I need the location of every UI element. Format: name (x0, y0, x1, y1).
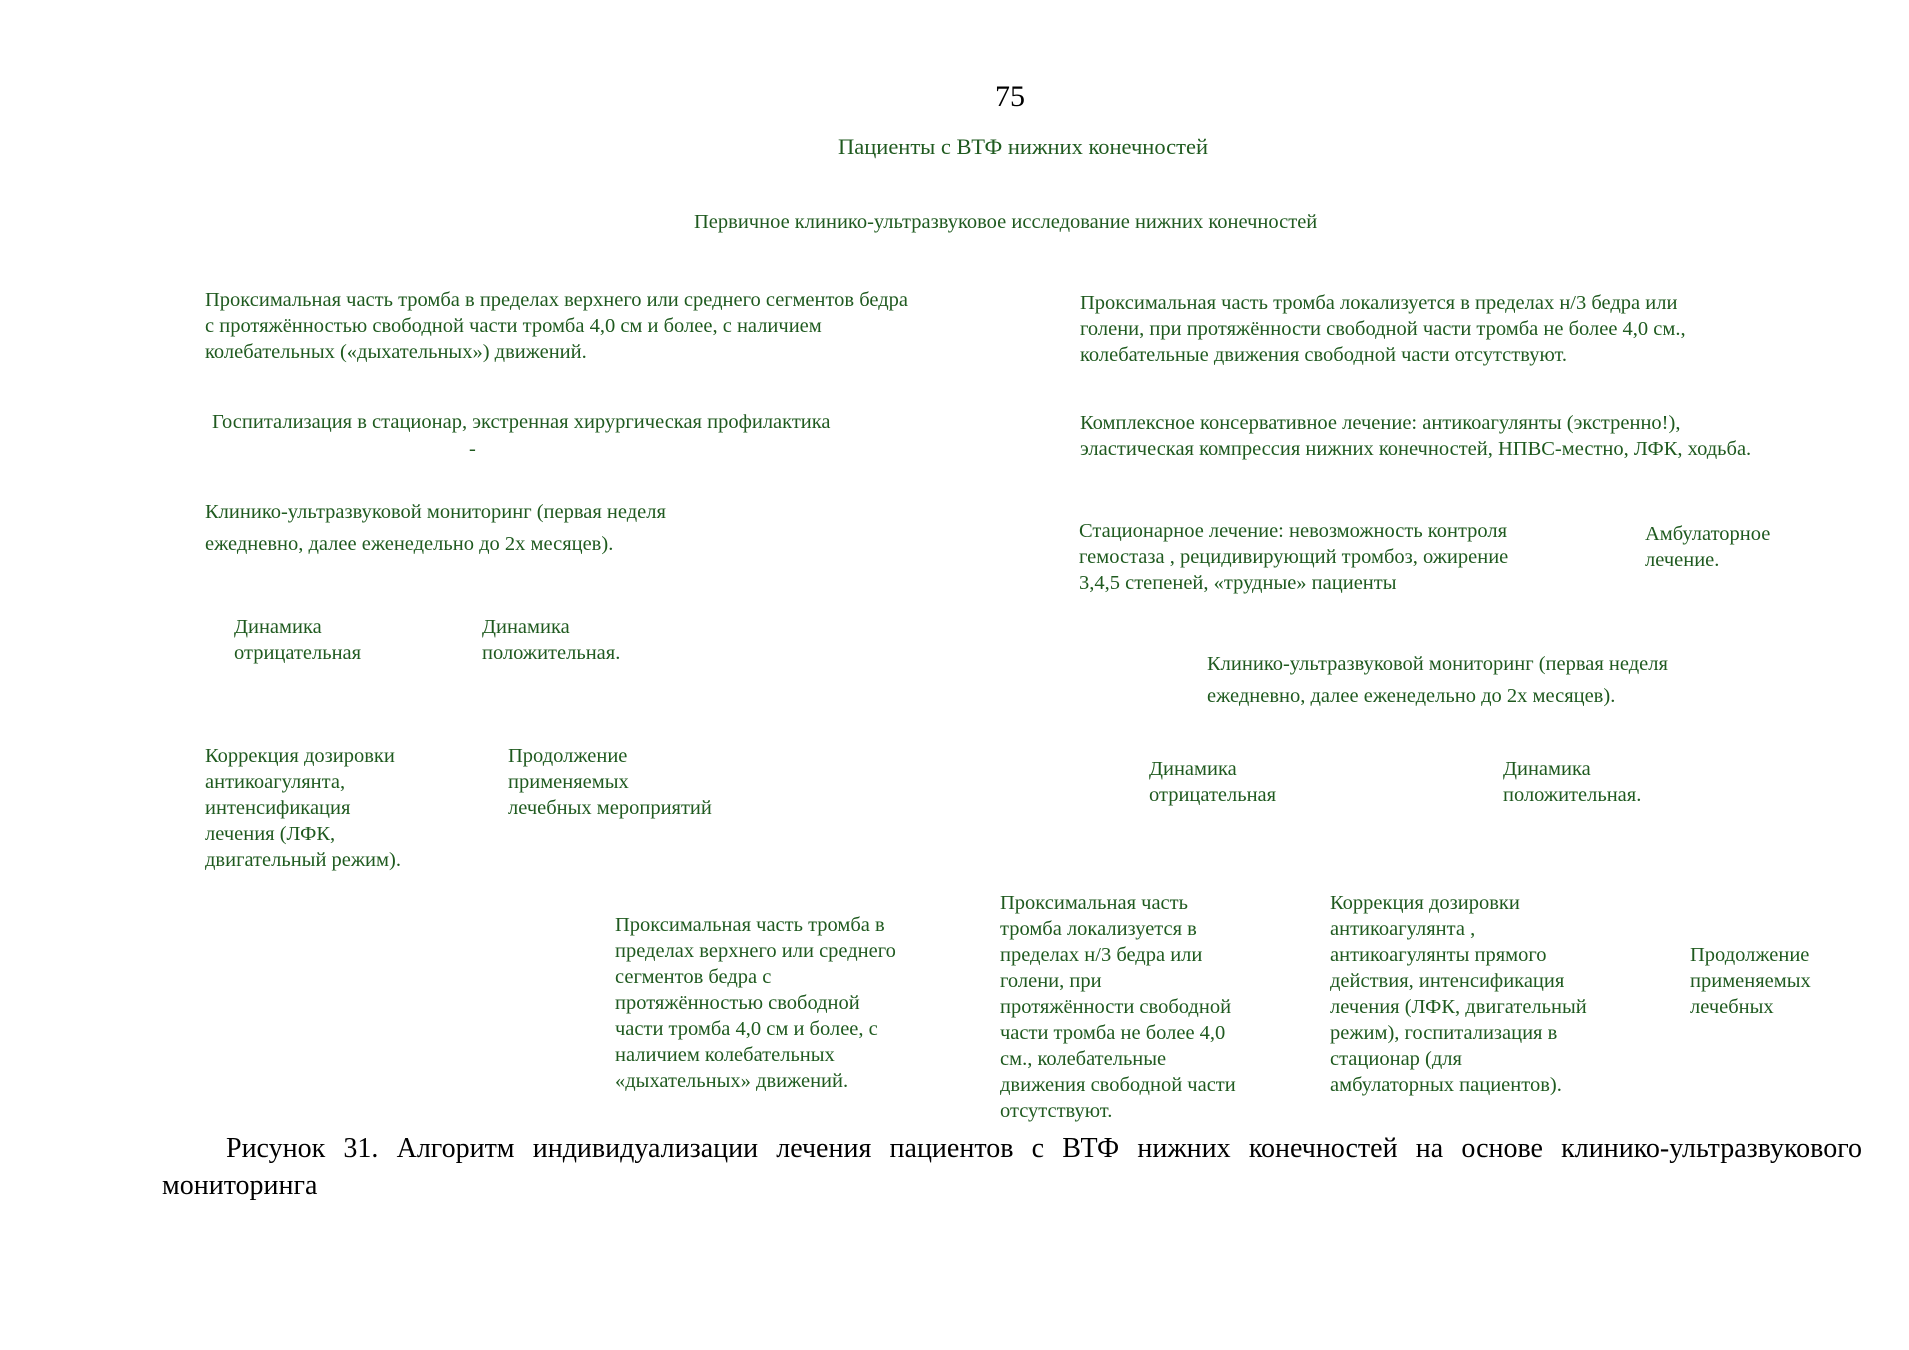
left-dynamics-negative-node: Динамика отрицательная (234, 616, 362, 664)
right-dynamics-negative-node: Динамика отрицательная (1149, 758, 1277, 806)
right-monitoring-node: Клинико-ультразвуковой мониторинг (первая неделя ежедневно, далее еженедельно до 2х месяцев). (1207, 653, 1668, 707)
left-condition-node: Проксимальная часть тромба в пределах верхнего или среднего сегментов бедра с протяжённостью свободной части тромба 4,0 см и более, с наличием колебательных («дыхательных») движений. (205, 289, 908, 363)
left-negative-action-node: Коррекция дозировки антикоагулянта, интенсификация лечения (ЛФК, двигательный режим). (205, 745, 401, 871)
right-inpatient-node: Стационарное лечение: невозможность контроля гемостаза , рецидивирующий тромбоз, ожирение 3,4,5 степеней, «трудные» пациенты (1079, 520, 1509, 594)
left-dynamics-positive-node: Динамика положительная. (482, 616, 621, 664)
left-action-dash: - (469, 438, 476, 460)
outcome-correction-node: Коррекция дозировки антикоагулянта , антикоагулянты прямого действия, интенсификация лечения (ЛФК, двигательный режим), госпитализация в стационар (для амбулаторных пациентов). (1330, 892, 1587, 1096)
outcome-distal-node: Проксимальная часть тромба локализуется в пределах н/3 бедра или голени, при протяжённости свободной части тромба не более 4,0 см., колебательные движения свободной части отсутствуют. (1000, 892, 1236, 1122)
left-action-node: Госпитализация в стационар, экстренная хирургическая профилактика (212, 411, 831, 433)
right-dynamics-positive-node: Динамика положительная. (1503, 758, 1642, 806)
diagram-title: Пациенты с ВТФ нижних конечностей (838, 134, 1208, 159)
left-positive-action-node: Продолжение применяемых лечебных мероприятий (508, 745, 712, 819)
right-outpatient-node: Амбулаторное лечение. (1645, 523, 1771, 571)
right-condition-node: Проксимальная часть тромба локализуется в пределах н/3 бедра или голени, при протяжённости свободной части тромба не более 4,0 см., колебательные движения свободной части отсутствуют. (1080, 292, 1686, 366)
figure-caption: Рисунок 31. Алгоритм индивидуализации лечения пациентов с ВТФ нижних конечностей на основе клинико-ультразвукового мониторинга (162, 1133, 1862, 1201)
outcome-continue-node: Продолжение применяемых лечебных (1690, 944, 1811, 1018)
page-number: 75 (995, 80, 1025, 113)
left-monitoring-node: Клинико-ультразвуковой мониторинг (первая неделя ежедневно, далее еженедельно до 2х месяцев). (205, 501, 666, 555)
primary-exam-node: Первичное клинико-ультразвуковое исследование нижних конечностей (694, 211, 1318, 233)
outcome-proximal-node: Проксимальная часть тромба в пределах верхнего или среднего сегментов бедра с протяжённостью свободной части тромба 4,0 см и более, с наличием колебательных «дыхательных» движений. (615, 914, 896, 1092)
right-action-node: Комплексное консервативное лечение: антикоагулянты (экстренно!), эластическая компрессия нижних конечностей, НПВС-местно, ЛФК, ходьба. (1080, 412, 1752, 460)
